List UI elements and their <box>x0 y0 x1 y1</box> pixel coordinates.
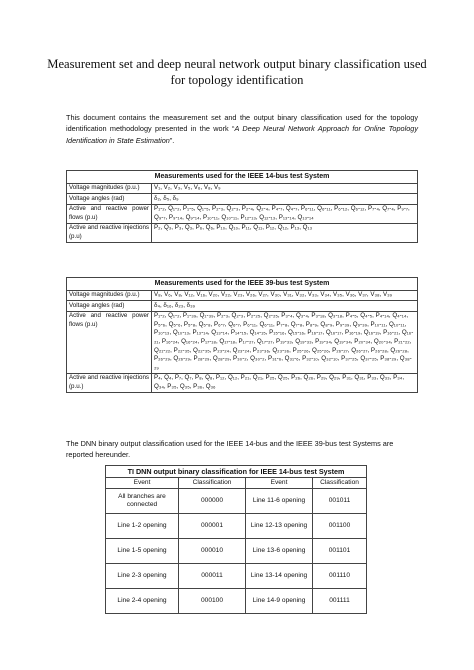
table-cell: 000000 <box>179 489 246 514</box>
table-row <box>67 194 418 205</box>
intro-paragraph <box>66 112 418 146</box>
table-cell: 000001 <box>179 514 246 539</box>
table-row <box>67 204 418 223</box>
column-header: Classification <box>313 478 367 489</box>
table-caption: Measurements used for the IEEE 39-bus test System <box>67 278 418 291</box>
table-cell: 001111 <box>313 589 367 614</box>
table-row <box>67 290 418 301</box>
column-header: Classification <box>179 478 246 489</box>
dnn-paragraph: The DNN binary output classification used for the IEEE 14-bus and the IEEE 39-bus test Systems are reported hereunder. <box>66 439 394 460</box>
row-value: P₄, Q₄, P₇, Q₇, P₈, Q₈, P₁₂, Q₁₂, P₂₁, Q₂₁, P₂₅, Q₂₅, P₂₆, Q₂₆, P₂₉, Q₂₉, P₃₁, Q₃₁, P₃₃, Q₃₃, P₃₄, Q₃₄, P₃₅, Q₃₅, P₃₆, Q₃₆ <box>152 373 418 392</box>
measurements-39-bus-table <box>66 277 418 393</box>
table-cell: Line 12-13 opening <box>246 514 313 539</box>
table-cell: 000010 <box>179 539 246 564</box>
row-label: Active and reactive injections (p.u) <box>67 223 152 242</box>
row-value: δ₄, δ₁₆, δ₂₃, δ₃₉ <box>152 301 418 312</box>
row-label: Active and reactive injections (p.u.) <box>67 373 152 392</box>
table-cell: 001100 <box>313 514 367 539</box>
table-row <box>67 223 418 242</box>
intro-end: ”. <box>169 135 175 145</box>
row-value: δ₂, δ₅, δ₉ <box>152 194 418 205</box>
table-cell: Line 13-14 opening <box>246 564 313 589</box>
row-label: Active and reactive power flows (p.u) <box>67 311 152 373</box>
row-value: V₁, V₂, V₃, V₅, V₆, V₈, V₉ <box>152 183 418 194</box>
row-value: P₁-₂, Q₁-₂, P₁-₃₉, Q₁-₃₉, P₂-₃, Q₂-₃, P₂-₂₅, Q₂-₂₅, P₃-₄, Q₃-₄, P₃-₁₈, Q₃-₁₈, P₄-₅, Q₄-₅, P₄-₁₄, Q₄-₁₄, P₅-₆, Q₅-₆, P₅-₈, Q₅-₈, P₆-₇, Q₆-₇, P₆-₁₁, Q₆-₁₁, P₇-₈, Q₇-₈, P₈-₉, Q₈-₉, P₉-₃₉, Q₉-₃₉, P₁₀-₁₁, Q₁₀-₁₁, P₁₀-₁₃, Q₁₀-₁₃, P₁₃-₁₄, Q₁₃-₁₄, P₁₄-₁₅, Q₁₄-₁₅, P₁₅-₁₆, Q₁₅-₁₆, P₁₆-₁₇, Q₁₆-₁₇, P₁₆-₁₉, Q₁₆-₁₉, P₁₆-₂₁, Q₁₆-₂₁, P₁₆-₂₄, Q₁₆-₂₄, P₁₇-₁₈, Q₁₇-₁₈, P₁₇-₂₇, Q₁₇-₂₇, P₁₉-₃₃, Q₁₉-₃₃, P₁₉-₃₄, Q₁₉-₃₄, P₂₀-₃₄, Q₂₀-₃₄, P₂₁-₂₂, Q₂₁-₂₂, P₂₂-₃₅, Q₂₂-₃₅, P₂₃-₂₄, Q₂₃-₂₄, P₂₃-₃₆, Q₂₃-₃₆, P₂₅-₂₆, Q₂₅-₂₆, P₂₆-₂₇, Q₂₆-₂₇, P₂₆-₂₈, Q₂₆-₂₈, P₂₆-₂₉, Q₂₆-₂₉, P₂₈-₂₉, Q₂₈-₂₉, P₃₀-₂, Q₃₀-₂, P₃₁-₆, Q₃₁-₆, P₃₂-₁₀, Q₃₂-₁₀, P₃₇-₂₅, Q₃₇-₂₅, P₃₈-₂₉, Q₃₈-₂₉ <box>152 311 418 373</box>
table-row <box>106 514 367 539</box>
header-row <box>106 478 367 489</box>
row-value: P₂, Q₃, P₃, Q₃, P₆, Q₆, P₁₀, Q₁₀, P₁₁, Q₁₁, P₁₂, Q₁₂, P₁₃, Q₁₃ <box>152 223 418 242</box>
table-caption: Measurements used for the IEEE 14-bus test System <box>67 171 418 184</box>
table-cell: 000011 <box>179 564 246 589</box>
intro-text: This document contains the measurement set and the output binary classification used for the topology identification methodology presented in the work “ <box>66 113 418 134</box>
table-row <box>67 183 418 194</box>
column-header: Event <box>106 478 179 489</box>
document-title: Measurement set and deep neural network output binary classification used for topology identification <box>47 57 427 87</box>
table-row <box>67 373 418 392</box>
row-label: Voltage angles (rad) <box>67 301 152 312</box>
table-cell: All branches are connected <box>106 489 179 514</box>
table-row <box>106 589 367 614</box>
table-cell: Line 11-6 opening <box>246 489 313 514</box>
table-cell: 001110 <box>313 564 367 589</box>
column-header: Event <box>246 478 313 489</box>
row-value: V₈, V₆, V₈, V₁₂, V₁₆, V₂₀, V₂₂, V₂₃, V₂₆, V₂₇, V₃₀, V₃₁, V₃₂, V₃₃, V₃₄, V₃₅, V₃₆, V₃₇, V₃₈, V₃₉ <box>152 290 418 301</box>
table-row <box>106 564 367 589</box>
work-title: A Deep Neural Network Approach for Online Topology Identification in State Estimation <box>66 124 418 145</box>
table-cell: Line 1-5 opening <box>106 539 179 564</box>
table-row <box>106 539 367 564</box>
row-label: Voltage magnitudes (p.u.) <box>67 290 152 301</box>
table-cell: Line 1-2 opening <box>106 514 179 539</box>
row-label: Voltage magnitudes (p.u.) <box>67 183 152 194</box>
table-cell: 001011 <box>313 489 367 514</box>
table-caption: TI DNN output binary classification for IEEE 14-bus test System <box>106 466 367 478</box>
table-cell: Line 14-9 opening <box>246 589 313 614</box>
row-label: Active and reactive power flows (p.u) <box>67 204 152 223</box>
measurements-14-bus-table <box>66 170 418 243</box>
table-row <box>67 301 418 312</box>
table-row <box>106 489 367 514</box>
table-cell: 000100 <box>179 589 246 614</box>
dnn-classification-table <box>105 465 367 614</box>
row-label: Voltage angles (rad) <box>67 194 152 205</box>
table-cell: Line 2-4 opening <box>106 589 179 614</box>
table-row <box>67 311 418 373</box>
table-cell: Line 13-6 opening <box>246 539 313 564</box>
table-cell: Line 2-3 opening <box>106 564 179 589</box>
row-value: P₁-₂, Q₁-₂, P₁-₅, Q₁-₅, P₂-₃, Q₂-₃, P₂-₄, Q₂-₄, P₄-₇, Q₄-₇, P₆-₁₁, Q₆-₁₁, P₆-₁₂, Q₆-₁₂, P₇-₄, Q₇-₄, P₉-₇, Q₉-₇, P₉-₁₄, Q₉-₁₄, P₁₀-₁₁, Q₁₀-₁₁, P₁₂-₁₃, Q₁₂-₁₃, P₁₃-₁₄, Q₁₃-₁₄ <box>152 204 418 223</box>
table-cell: 001101 <box>313 539 367 564</box>
